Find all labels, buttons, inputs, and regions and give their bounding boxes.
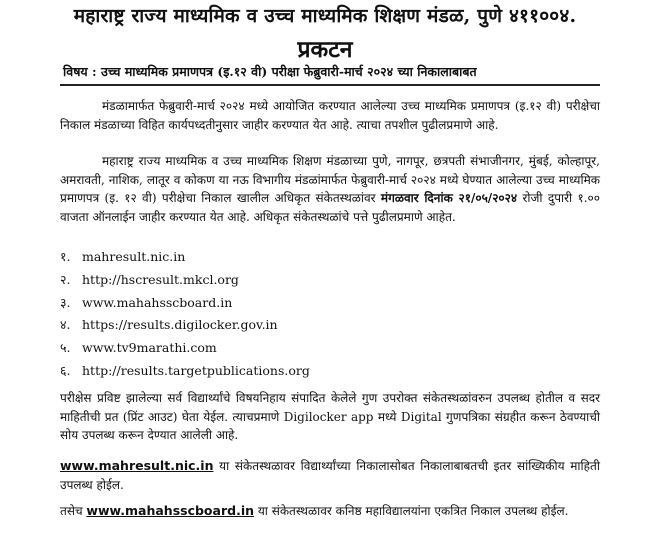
- list-number: ३.: [60, 294, 71, 310]
- result-date: मंगळवार दिनांक २१/०५/२०२४: [380, 191, 518, 205]
- website-link[interactable]: http://hscresult.mkcl.org: [82, 271, 239, 287]
- website-link[interactable]: mahresult.nic.in: [82, 249, 186, 264]
- schedule-paragraph: [60, 152, 600, 226]
- list-item: [60, 269, 310, 292]
- subject-underline: [60, 84, 600, 86]
- subject-line: विषय : उच्च माध्यमिक प्रमाणपत्र (इ.१२ वी) परीक्षा फेब्रुवारी-मार्च २०२४ च्या निकालाबाबत: [63, 64, 477, 79]
- schedule-text: महाराष्ट्र राज्य माध्यमिक व उच्च माध्यमिक शिक्षण मंडळाच्या पुणे, नागपूर, छत्रपती संभाजीनगर, मुंबई, कोल्हापूर, अमरावती, नाशिक, लातूर व कोकण या नऊ विभागीय मंडळांमार्फत फेब्रुवारी-मार्च २०२४ मध्ये घेण्यात आलेल्या उच्च माध्यमिक प्रमाणपत्र (इ. १२ वी) परीक्षेचा निकाल खालील अधिकृत संकेतस्थळांवर: [60, 154, 600, 205]
- list-item: [60, 360, 310, 383]
- statistics-text: या संकेतस्थळावर विद्यार्थ्यांच्या निकालासोबत निकालाबाबतची इतर सांख्यिकीय माहिती उपलब्ध होईल.: [60, 459, 600, 492]
- list-number: ५.: [60, 340, 71, 356]
- website-link[interactable]: http://results.targetpublications.org: [82, 362, 310, 378]
- list-item: [60, 337, 310, 360]
- page-title: प्रकटन: [297, 36, 353, 63]
- list-number: २.: [60, 271, 71, 287]
- list-number: १.: [60, 249, 71, 264]
- intro-paragraph: मंडळामार्फत फेब्रुवारी-मार्च २०२४ मध्ये आयोजित करण्यात आलेल्या उच्च माध्यमिक प्रमाणपत्र (इ.१२ वी) परीक्षेचा निकाल मंडळाच्या विहित कार्यपध्दतीनुसार जाहीर करण्यात येत आहे. त्याचा तपशील पुढीलप्रमाणे आहे.: [60, 99, 600, 132]
- list-number: ४.: [60, 317, 71, 333]
- mahresult-link[interactable]: www.mahresult.nic.in: [60, 458, 214, 473]
- statistics-paragraph: [60, 457, 600, 494]
- college-results-text: या संकेतस्थळावर कनिष्ठ महाविद्यालयांना एकत्रित निकाल उपलब्ध होईल.: [257, 504, 569, 518]
- website-link[interactable]: www.mahahsscboard.in: [82, 294, 233, 310]
- list-item: [60, 314, 310, 337]
- list-item: [60, 292, 310, 315]
- schedule-text-rest: रोजी दुपारी १.०० वाजता ऑनलाईन जाहीर करण्यात येत आहे. अधिकृत संकेतस्थळांचे पत्ते पुढीलप्रमाणे आहेत.: [60, 191, 600, 224]
- college-results-paragraph: [60, 502, 600, 521]
- board-name: महाराष्ट्र राज्य माध्यमिक व उच्च माध्यमिक शिक्षण मंडळ, पुणे ४११००४.: [73, 5, 577, 27]
- list-item: [60, 246, 310, 269]
- website-list: [60, 246, 310, 383]
- website-link[interactable]: www.tv9marathi.com: [82, 340, 217, 356]
- list-number: ६.: [60, 362, 71, 378]
- website-link[interactable]: https://results.digilocker.gov.in: [82, 317, 278, 333]
- mahahsscboard-link[interactable]: www.mahahsscboard.in: [86, 503, 254, 518]
- marks-paragraph: परीक्षेस प्रविष्ट झालेल्या सर्व विद्यार्थ्यांचे विषयनिहाय संपादित केलेले गुण उपरोक्त संकेतस्थळांवरुन उपलब्ध होतील व सदर माहितीची प्रत (प्रिंट आउट) घेता येईल. त्याचप्रमाणे Digilocker app मध्ये Digital गुणपत्रिका संग्रहीत करून ठेवण्याची सोय उपलब्ध करून देण्यात आलेली आहे.: [60, 391, 600, 442]
- college-prefix: तसेच: [60, 504, 83, 518]
